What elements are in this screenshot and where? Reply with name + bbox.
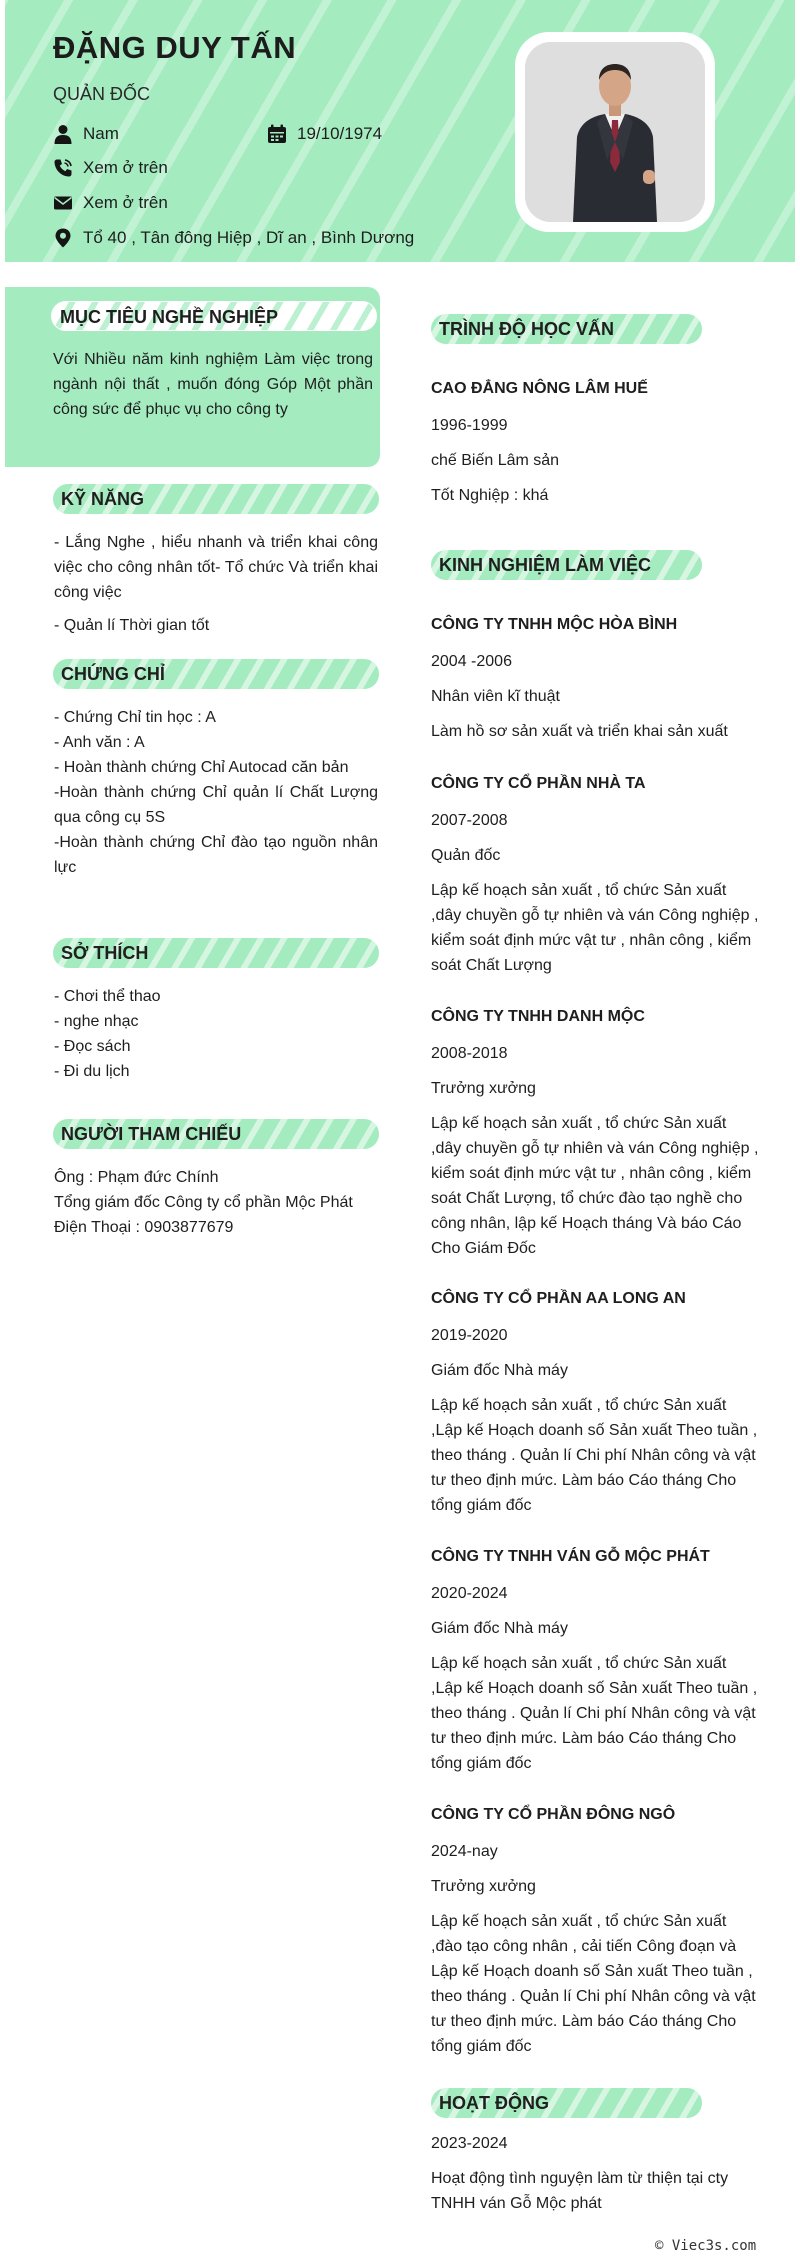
job-period: 2020-2024 [431, 1585, 508, 1602]
footer-credit: © Viec3s.com [655, 2238, 757, 2254]
hobby-item: - Đi du lịch [54, 1063, 130, 1080]
skill-item: - Quản lí Thời gian tốt [54, 617, 210, 634]
activity-description: Hoạt động tình nguyện làm từ thiện tại cty TNHH ván Gỗ Mộc phát [431, 2170, 729, 2212]
education-major: chế Biến Lâm sản [431, 452, 560, 469]
certificate-item: - Chứng Chỉ tin học : A [54, 709, 216, 726]
activities-heading: HOẠT ĐỘNG [431, 2088, 702, 2118]
job-company: CÔNG TY CỔ PHẦN ĐÔNG NGÔ [431, 1806, 676, 1823]
email-row [53, 193, 168, 213]
certificate-item: -Hoàn thành chứng Chỉ quản lí Chất Lượng qua công cụ 5S [54, 784, 378, 826]
skills-heading: KỸ NĂNG [53, 484, 379, 514]
job-title: QUẢN ĐỐC [53, 84, 151, 104]
phone-row [53, 158, 168, 178]
job-company: CÔNG TY TNHH VÁN GỖ MỘC PHÁT [431, 1548, 710, 1565]
certificate-item: -Hoàn thành chứng Chỉ đào tạo nguồn nhân lực [54, 834, 378, 876]
objective-section [5, 287, 380, 467]
hobby-item: - Chơi thể thao [54, 988, 161, 1005]
person-icon [53, 124, 73, 144]
location-pin-icon [53, 228, 73, 248]
profile-photo-frame [515, 32, 715, 232]
address-row [53, 228, 414, 248]
birthday-value: 19/10/1974 [297, 124, 383, 143]
objective-text: Với Nhiều năm kinh nghiệm Làm việc trong ngành nội thất , muốn đóng Góp Một phần công sức để phục vụ cho công ty [53, 351, 373, 418]
objective-heading: MỤC TIÊU NGHỀ NGHIỆP [51, 301, 377, 331]
person-portrait-image [525, 42, 705, 222]
job-company: CÔNG TY TNHH MỘC HÒA BÌNH [431, 616, 678, 633]
profile-photo [525, 42, 705, 222]
gender-value: Nam [83, 124, 119, 143]
reference-line: Tổng giám đốc Công ty cổ phần Mộc Phát [54, 1194, 353, 1211]
school-name: CAO ĐẲNG NÔNG LÂM HUẾ [431, 380, 648, 397]
email-value: Xem ở trên [83, 193, 168, 212]
job-description: Lập kế hoạch sản xuất , tổ chức Sản xuất ,Lập kế Hoạch doanh số Sản xuất Theo tuần , theo tháng . Quản lí Chi phí Nhân công và vật tư theo định mức. Làm báo Cáo tháng Cho tổng giám đốc [431, 1397, 758, 1514]
envelope-icon [53, 193, 73, 213]
phone-value: Xem ở trên [83, 158, 168, 177]
references-heading: NGƯỜI THAM CHIẾU [53, 1119, 379, 1149]
hobby-item: - Đọc sách [54, 1038, 131, 1055]
job-company: CÔNG TY TNHH DANH MỘC [431, 1008, 645, 1025]
candidate-name: ĐẶNG DUY TẤN [53, 30, 297, 65]
job-company: CÔNG TY CỔ PHẦN NHÀ TA [431, 775, 646, 792]
hobby-item: - nghe nhạc [54, 1013, 139, 1030]
birthday-row [267, 124, 382, 144]
job-position: Nhân viên kĩ thuật [431, 688, 560, 705]
job-period: 2019-2020 [431, 1327, 508, 1344]
certificate-item: - Hoàn thành chứng Chỉ Autocad căn bản [54, 759, 349, 776]
job-position: Giám đốc Nhà máy [431, 1620, 568, 1637]
address-value: Tổ 40 , Tân đông Hiệp , Dĩ an , Bình Dương [83, 228, 415, 247]
job-period: 2008-2018 [431, 1045, 508, 1062]
job-position: Giám đốc Nhà máy [431, 1362, 568, 1379]
job-description: Lập kế hoạch sản xuất , tổ chức Sản xuất ,dây chuyền gỗ tự nhiên và ván Công nghiệp , kiểm soát định mức vật tư , nhân công , kiểm soát Chất Lượng, tổ chức đào tạo nghề cho công nhân, lập kế Hoạch tháng Và báo Cáo Cho Giám Đốc [431, 1115, 759, 1257]
skill-item: - Lắng Nghe , hiểu nhanh và triển khai công việc cho công nhân tốt- Tổ chức Và triển khai công việc [54, 534, 378, 601]
job-description: Lập kế hoạch sản xuất , tổ chức Sản xuất ,đào tạo công nhân , cải tiến Công đoạn và Lập kế Hoạch doanh số Sản xuất Theo tuần , theo tháng . Quản lí Chi phí Nhân công và vật tư theo định mức. Làm báo Cáo tháng Cho tổng giám đốc [431, 1913, 756, 2055]
reference-line: Điện Thoại : 0903877679 [54, 1219, 234, 1236]
job-position: Trưởng xưởng [431, 1080, 536, 1097]
phone-icon [53, 158, 73, 178]
certificates-heading: CHỨNG CHỈ [53, 659, 379, 689]
education-heading: TRÌNH ĐỘ HỌC VẤN [431, 314, 702, 344]
gender-row [53, 124, 119, 144]
job-period: 2004 -2006 [431, 653, 512, 670]
education-period: 1996-1999 [431, 417, 508, 434]
experience-heading: KINH NGHIỆM LÀM VIỆC [431, 550, 702, 580]
job-description: Lập kế hoạch sản xuất , tổ chức Sản xuất ,dây chuyền gỗ tự nhiên và ván Công nghiệp , kiểm soát định mức vật tư , nhân công , kiểm soát Chất Lượng [431, 882, 759, 974]
certificate-item: - Anh văn : A [54, 734, 145, 751]
job-period: 2007-2008 [431, 812, 508, 829]
job-description: Làm hồ sơ sản xuất và triển khai sản xuất [431, 723, 728, 740]
calendar-icon [267, 124, 287, 144]
job-period: 2024-nay [431, 1843, 498, 1860]
header-banner [5, 0, 795, 262]
job-company: CÔNG TY CỔ PHẦN AA LONG AN [431, 1290, 686, 1307]
hobbies-heading: SỞ THÍCH [53, 938, 379, 968]
activity-period: 2023-2024 [431, 2135, 508, 2152]
job-description: Lập kế hoạch sản xuất , tổ chức Sản xuất ,Lập kế Hoạch doanh số Sản xuất Theo tuần , theo tháng . Quản lí Chi phí Nhân công và vật tư theo định mức. Làm báo Cáo tháng Cho tổng giám đốc [431, 1655, 758, 1772]
reference-line: Ông : Phạm đức Chính [54, 1169, 219, 1186]
education-result: Tốt Nghiệp : khá [431, 487, 549, 504]
job-position: Trưởng xưởng [431, 1878, 536, 1895]
job-position: Quản đốc [431, 847, 501, 864]
